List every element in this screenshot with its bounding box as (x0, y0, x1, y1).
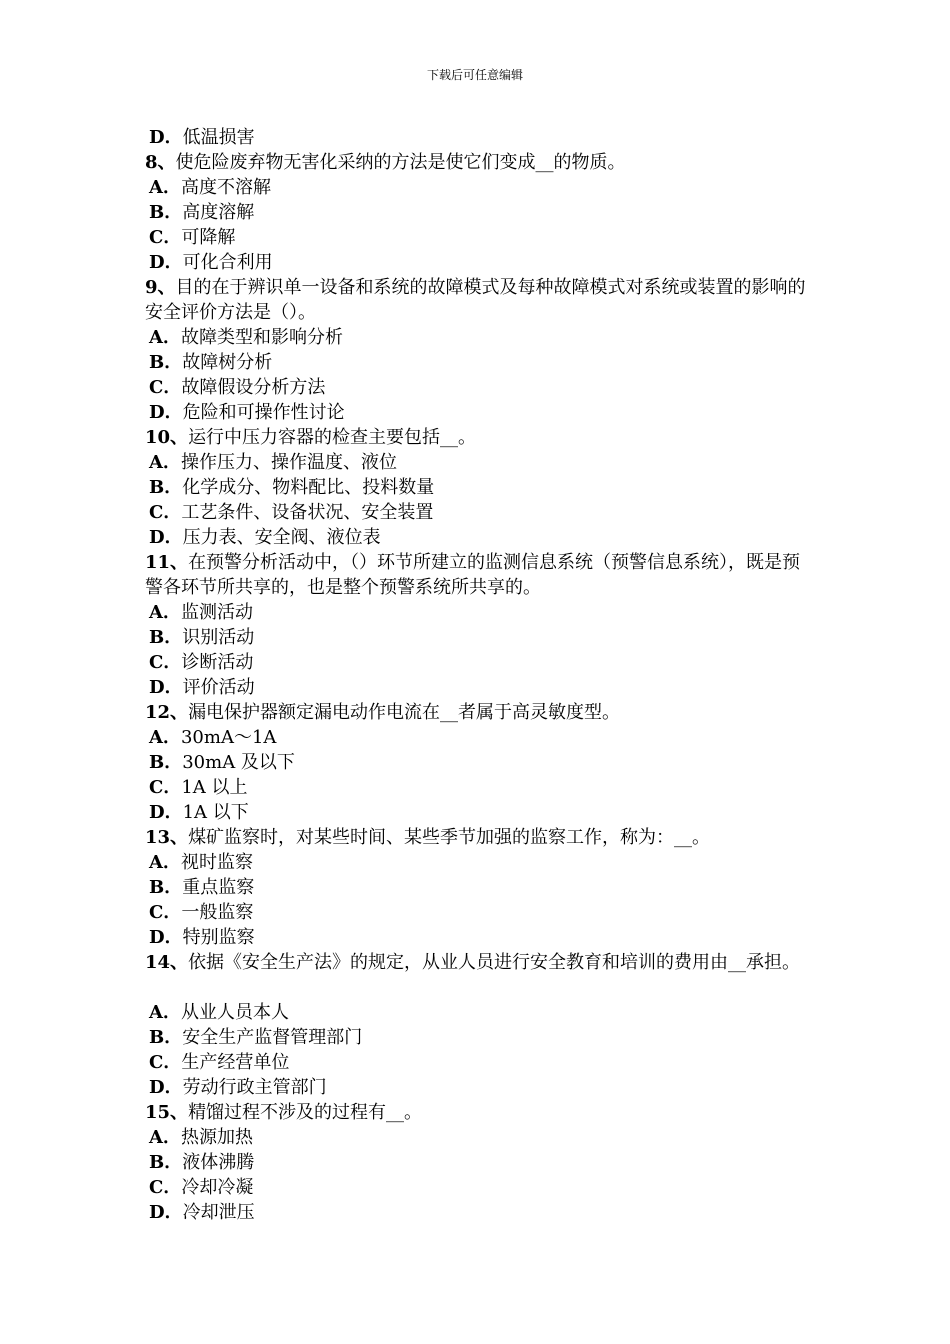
option-text: 故障假设分析方法 (181, 377, 326, 398)
document-body (145, 125, 810, 1225)
answer-option (145, 1075, 810, 1100)
page-header: 下载后可任意编辑 (426, 68, 523, 82)
option-letter: B． (149, 202, 183, 223)
question-number: 13、 (145, 827, 189, 848)
answer-option (145, 375, 810, 400)
option-text: 监测活动 (180, 602, 253, 623)
answer-option (145, 925, 810, 950)
answer-option (145, 200, 810, 225)
option-letter: A． (149, 452, 181, 473)
question-body: 运行中压力容器的检查主要包括__。 (188, 427, 477, 448)
answer-option (145, 225, 810, 250)
option-text: 可降解 (181, 227, 236, 248)
option-letter: A． (149, 1002, 181, 1023)
option-letter: C． (149, 777, 182, 798)
option-text: 高度不溶解 (180, 177, 271, 198)
answer-option (145, 775, 810, 800)
option-letter: A． (149, 602, 181, 623)
question-body: 目的在于辨识单一设备和系统的故障模式及每种故障模式对系统或装置的影响的安全评价方法是（）。 (145, 277, 806, 323)
question-text (145, 275, 810, 325)
answer-option (145, 125, 810, 150)
option-text: 故障类型和影响分析 (180, 327, 343, 348)
answer-option (145, 500, 810, 525)
question-number: 14、 (145, 952, 189, 973)
answer-option (145, 325, 810, 350)
option-text: 特别监察 (182, 927, 255, 948)
answer-option (145, 650, 810, 675)
option-letter: C． (149, 1052, 182, 1073)
answer-option (145, 350, 810, 375)
option-letter: B． (149, 627, 183, 648)
option-letter: A． (149, 852, 181, 873)
option-letter: D． (149, 927, 183, 948)
question-number: 12、 (145, 702, 189, 723)
option-text: 重点监察 (182, 877, 255, 898)
answer-option (145, 875, 810, 900)
question-number: 10、 (145, 427, 189, 448)
option-letter: A． (149, 327, 181, 348)
option-text: 生产经营单位 (181, 1052, 290, 1073)
answer-option (145, 850, 810, 875)
option-text: 评价活动 (182, 677, 255, 698)
option-letter: B． (149, 1152, 183, 1173)
option-letter: B． (149, 877, 183, 898)
option-letter: D． (149, 127, 183, 148)
question-body: 煤矿监察时，对某些时间、某些季节加强的监察工作，称为：__。 (188, 827, 711, 848)
answer-option (145, 1150, 810, 1175)
option-letter: C． (149, 652, 182, 673)
answer-option (145, 400, 810, 425)
answer-option (145, 175, 810, 200)
option-letter: D． (149, 1077, 183, 1098)
answer-option (145, 1025, 810, 1050)
option-letter: B． (149, 1027, 183, 1048)
option-letter: B． (149, 752, 183, 773)
answer-option (145, 600, 810, 625)
answer-option (145, 800, 810, 825)
question-number: 8、 (145, 152, 176, 173)
option-letter: D． (149, 402, 183, 423)
question-body: 漏电保护器额定漏电动作电流在__者属于高灵敏度型。 (188, 702, 621, 723)
option-letter: C． (149, 377, 182, 398)
question-text (145, 825, 810, 850)
option-letter: C． (149, 902, 182, 923)
option-text: 工艺条件、设备状况、安全装置 (181, 502, 434, 523)
option-text: 识别活动 (182, 627, 255, 648)
question-number: 11、 (145, 552, 189, 573)
question-body: 在预警分析活动中，（）环节所建立的监测信息系统（预警信息系统），既是预警各环节所共享的，也是整个预警系统所共享的。 (145, 552, 801, 598)
option-text: 30mA～1A (180, 727, 277, 748)
answer-option (145, 1000, 810, 1025)
option-text: 可化合利用 (182, 252, 273, 273)
answer-option (145, 475, 810, 500)
option-letter: D． (149, 527, 183, 548)
question-text (145, 550, 810, 600)
option-text: 冷却冷凝 (181, 1177, 254, 1198)
option-letter: A． (149, 177, 181, 198)
answer-option (145, 1200, 810, 1225)
option-text: 一般监察 (181, 902, 254, 923)
option-letter: D． (149, 677, 183, 698)
question-text (145, 425, 810, 450)
question-body: 使危险废弃物无害化采纳的方法是使它们变成__的物质。 (175, 152, 626, 173)
option-text: 热源加热 (180, 1127, 253, 1148)
option-letter: D． (149, 802, 183, 823)
option-letter: C． (149, 1177, 182, 1198)
option-letter: D． (149, 1202, 183, 1223)
option-letter: A． (149, 1127, 181, 1148)
option-text: 高度溶解 (182, 202, 255, 223)
option-text: 化学成分、物料配比、投料数量 (182, 477, 435, 498)
option-text: 操作压力、操作温度、液位 (180, 452, 397, 473)
question-number: 15、 (145, 1102, 189, 1123)
option-text: 液体沸腾 (182, 1152, 255, 1173)
option-letter: C． (149, 502, 182, 523)
option-text: 低温损害 (182, 127, 255, 148)
answer-option (145, 1050, 810, 1075)
option-text: 30mA 及以下 (182, 752, 295, 773)
option-text: 诊断活动 (181, 652, 254, 673)
option-text: 1A 以下 (182, 802, 249, 823)
option-letter: B． (149, 352, 183, 373)
answer-option (145, 1125, 810, 1150)
question-text (145, 700, 810, 725)
option-text: 劳动行政主管部门 (182, 1077, 327, 1098)
question-number: 9、 (145, 277, 176, 298)
option-text: 1A 以上 (181, 777, 248, 798)
option-letter: D． (149, 252, 183, 273)
question-text (145, 1100, 810, 1125)
option-letter: A． (149, 727, 181, 748)
option-text: 故障树分析 (182, 352, 273, 373)
question-text (145, 150, 810, 175)
answer-option (145, 725, 810, 750)
answer-option (145, 675, 810, 700)
question-body: 依据《安全生产法》的规定，从业人员进行安全教育和培训的费用由__承担。 (188, 952, 801, 973)
option-text: 冷却泄压 (182, 1202, 255, 1223)
option-text: 危险和可操作性讨论 (182, 402, 345, 423)
answer-option (145, 900, 810, 925)
question-body: 精馏过程不涉及的过程有__。 (188, 1102, 423, 1123)
option-letter: C． (149, 227, 182, 248)
answer-option (145, 450, 810, 475)
option-text: 视时监察 (180, 852, 253, 873)
answer-option (145, 625, 810, 650)
option-text: 压力表、安全阀、液位表 (182, 527, 381, 548)
answer-option (145, 1175, 810, 1200)
option-letter: B． (149, 477, 183, 498)
answer-option (145, 525, 810, 550)
answer-option (145, 250, 810, 275)
option-text: 从业人员本人 (180, 1002, 289, 1023)
answer-option (145, 750, 810, 775)
question-text (145, 950, 810, 1000)
option-text: 安全生产监督管理部门 (182, 1027, 363, 1048)
